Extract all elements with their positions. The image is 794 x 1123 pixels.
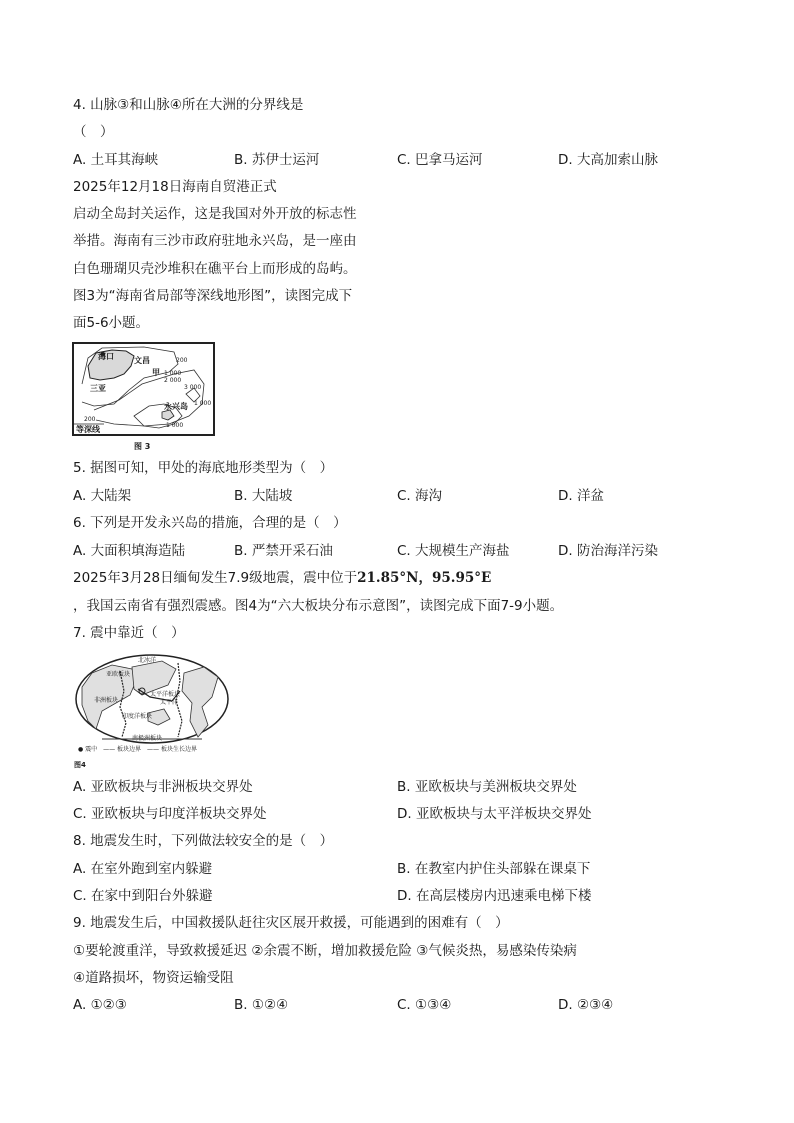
- q4-option-b: B. 苏伊士运河: [234, 152, 320, 168]
- label-sanya: 三亚: [90, 384, 106, 393]
- label-depth-200b: 200: [84, 416, 96, 423]
- q5-option-a: A. 大陆架: [73, 488, 132, 504]
- q4-option-a: A. 土耳其海峡: [73, 152, 159, 168]
- q5-option-d: D. 洋盆: [558, 488, 604, 504]
- figure-4-legend: ● 震中 —— 板块边界 —— 板块生长边界: [78, 746, 197, 753]
- yongxing-island-shape: [162, 410, 174, 420]
- label-depth-200: 200: [176, 357, 188, 364]
- passage2-prefix: 2025年3月28日缅甸发生7.9级地震，震中位于: [73, 570, 358, 586]
- figure-3-caption: 图 3: [134, 442, 151, 451]
- q4-option-d: D. 大高加索山脉: [558, 152, 658, 168]
- q9-option-d: D. ②③④: [558, 997, 614, 1013]
- q8-stem: 8. 地震发生时，下列做法较安全的是（ ）: [73, 833, 334, 849]
- label-pacific-plate: 太平洋板块: [150, 691, 181, 698]
- q8-option-d: D. 在高层楼房内迅速乘电梯下楼: [397, 888, 592, 904]
- passage2-line1: [73, 569, 491, 587]
- q9-option-a: A. ①②③: [73, 997, 127, 1013]
- q9-statements-line1: ①要轮渡重洋，导致救援延迟 ②余震不断，增加救援危险 ③气候炎热，易感染传染病: [73, 943, 577, 959]
- passage1-line: 举措。海南有三沙市政府驻地永兴岛，是一座由: [73, 233, 357, 249]
- label-depth-2000: 2 000: [164, 377, 182, 384]
- q9-stem: 9. 地震发生后，中国救援队赶往灾区展开救援，可能遇到的困难有（ ）: [73, 915, 509, 931]
- label-arctic-ocean: 北冰洋: [138, 657, 157, 664]
- q6-option-b: B. 严禁开采石油: [234, 543, 333, 559]
- q5-option-c: C. 海沟: [397, 488, 443, 504]
- q7-option-c: C. 亚欧板块与印度洋板块交界处: [73, 806, 267, 822]
- label-haikou: 海口: [98, 352, 114, 361]
- q8-option-b: B. 在教室内护住头部躲在课桌下: [397, 861, 591, 877]
- epicenter-coordinates: 21.85°N，95.95°E: [357, 570, 492, 586]
- passage1-line: 面5-6小题。: [73, 315, 150, 331]
- q9-statements-line2: ④道路损坏，物资运输受阻: [73, 970, 234, 986]
- q4-option-c: C. 巴拿马运河: [397, 152, 483, 168]
- q6-option-d: D. 防治海洋污染: [558, 543, 658, 559]
- q6-option-a: A. 大面积填海造陆: [73, 543, 186, 559]
- label-pacific-ocean: 太平洋: [160, 699, 179, 706]
- q4-stem: 4. 山脉③和山脉④所在大洲的分界线是: [73, 97, 304, 113]
- q9-option-c: C. ①③④: [397, 997, 452, 1013]
- passage1-line: 启动全岛封关运作，这是我国对外开放的标志性: [73, 206, 357, 222]
- q6-stem: 6. 下列是开发永兴岛的措施，合理的是（ ）: [73, 515, 347, 531]
- label-wenchang: 文昌: [134, 356, 150, 365]
- q9-option-b: B. ①②④: [234, 997, 289, 1013]
- q5-stem: 5. 据图可知，甲处的海底地形类型为（ ）: [73, 460, 334, 476]
- passage1-line: 2025年12月18日海南自贸港正式: [73, 179, 277, 195]
- q6-option-c: C. 大规模生产海盐: [397, 543, 510, 559]
- legend-contour-label: 等深线: [76, 425, 100, 434]
- label-african-plate: 非洲板块: [94, 697, 119, 704]
- q5-option-b: B. 大陆坡: [234, 488, 293, 504]
- label-depth-1000b: 1 000: [194, 400, 212, 407]
- label-indian-plate: 印度洋板块: [122, 713, 153, 720]
- q8-option-a: A. 在室外跑到室内躲避: [73, 861, 213, 877]
- figure-4-caption: 图4: [74, 761, 86, 769]
- label-depth-3000: 3 000: [184, 384, 202, 391]
- q7-option-d: D. 亚欧板块与太平洋板块交界处: [397, 806, 592, 822]
- label-depth-1000c: 1 000: [166, 422, 184, 429]
- passage1-line: 图3为“海南省局部等深线地形图”，读图完成下: [73, 288, 353, 304]
- q7-option-a: A. 亚欧板块与非洲板块交界处: [73, 779, 253, 795]
- figure-3-map: [72, 342, 215, 436]
- q4-answer-paren: （ ）: [73, 124, 114, 140]
- q7-stem: 7. 震中靠近（ ）: [73, 625, 185, 641]
- label-depth-1000: 1 000: [164, 370, 182, 377]
- label-eurasian-plate: 亚欧板块: [106, 671, 131, 678]
- q8-option-c: C. 在家中到阳台外躲避: [73, 888, 213, 904]
- figure-4-plates-map: [72, 651, 232, 755]
- q7-option-b: B. 亚欧板块与美洲板块交界处: [397, 779, 577, 795]
- passage2-line2: ，我国云南省有强烈震感。图4为“六大板块分布示意图”，读图完成下面7-9小题。: [73, 598, 564, 614]
- passage1-line: 白色珊瑚贝壳沙堆积在礁平台上而形成的岛屿。: [73, 261, 357, 277]
- label-antarctic-plate: 南极洲板块: [132, 735, 163, 742]
- label-jia: 甲: [152, 368, 160, 377]
- label-yongxing: 永兴岛: [164, 402, 188, 411]
